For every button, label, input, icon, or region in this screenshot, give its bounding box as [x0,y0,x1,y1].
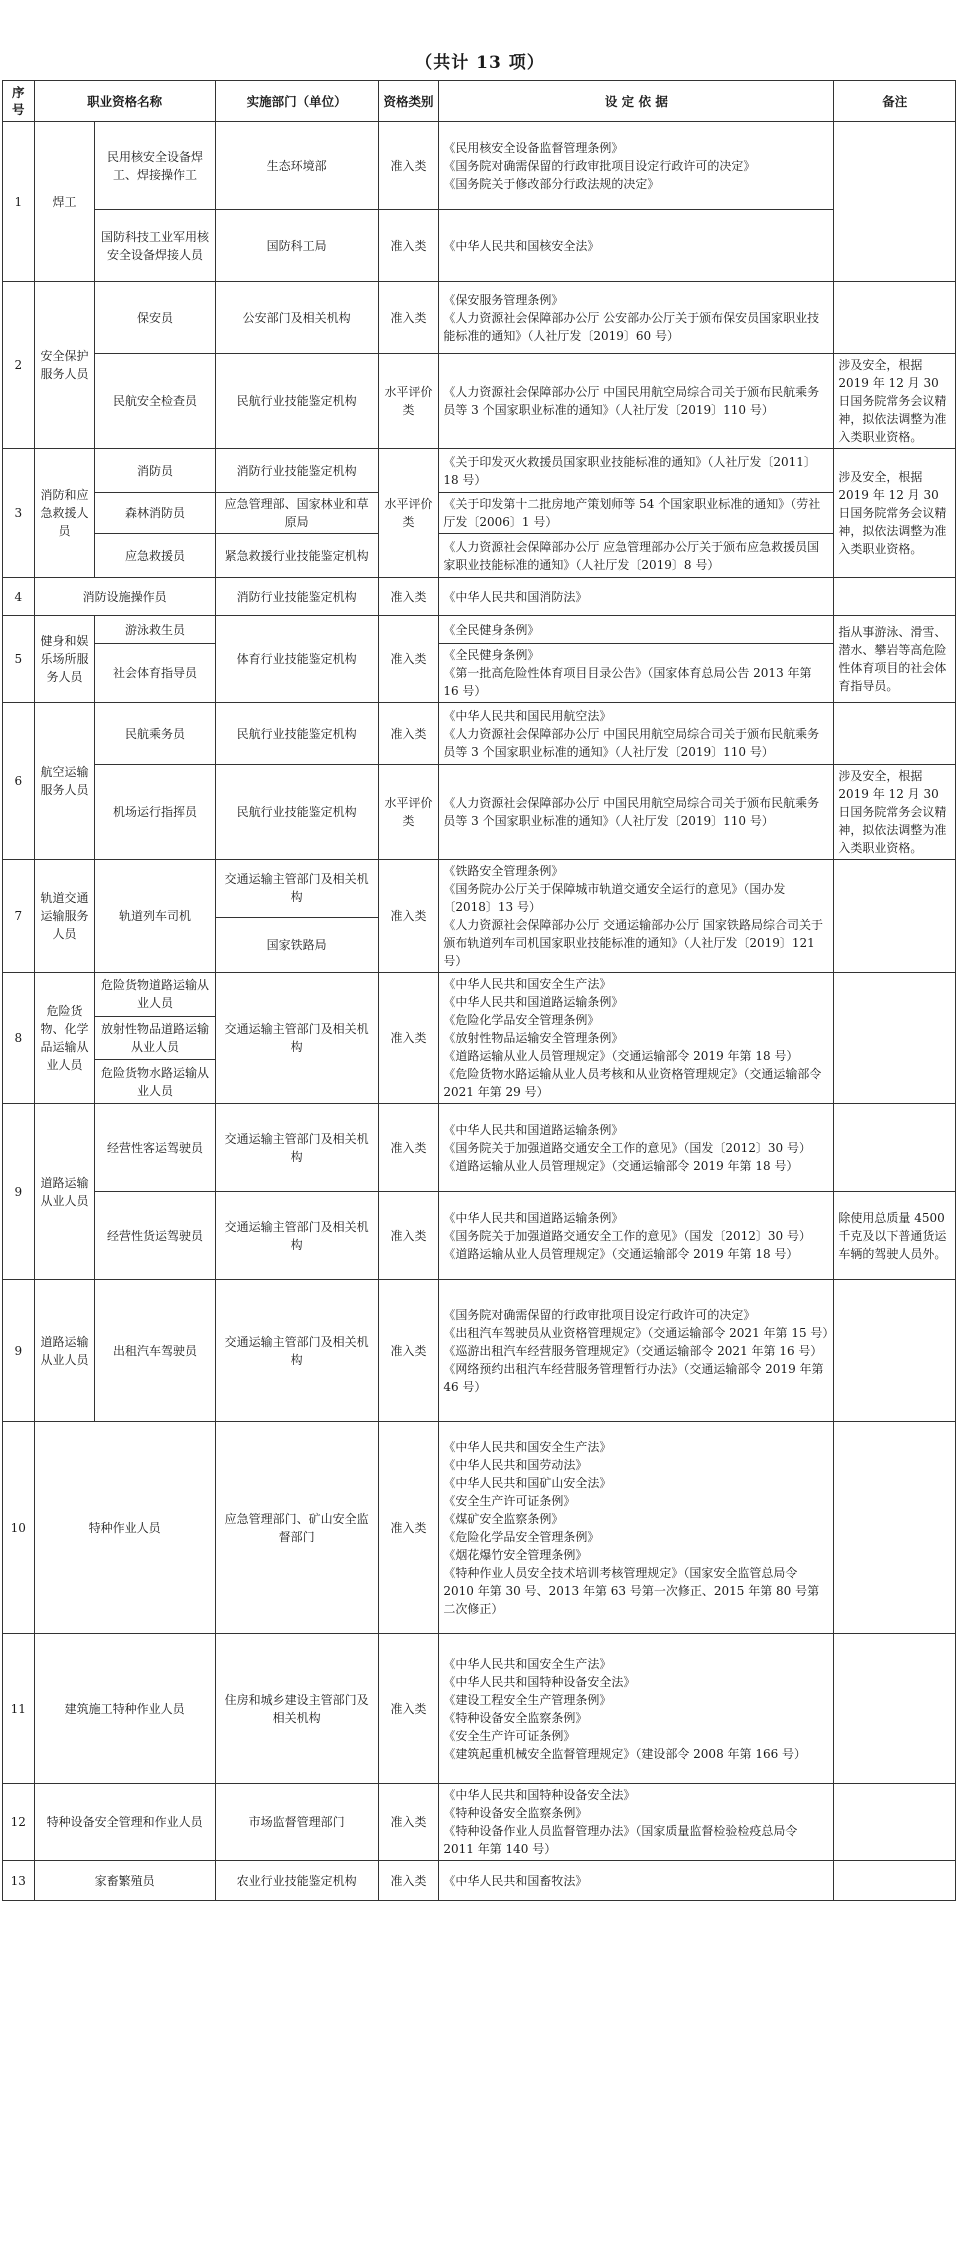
basis-line: 《煤矿安全监察条例》 [443,1511,564,1526]
basis-line: 《关于印发灭火救援员国家职业技能标准的通知》（人社厅发〔2011〕18 号） [443,454,816,487]
basis-line: 《国务院关于加强道路交通安全工作的意见》（国发〔2012〕30 号） [443,1228,811,1243]
basis-line: 《道路运输从业人员管理规定》（交通运输部令 2019 年第 18 号） [443,1246,799,1261]
group-cell: 焊工 [34,122,95,282]
type-cell: 准入类 [378,1861,439,1901]
basis-cell [439,1422,834,1634]
basis-line: 《中华人民共和国道路运输条例》 [443,995,624,1009]
sub-cell: 应急救援员 [95,534,215,578]
group-cell: 道路运输从业人员 [34,1104,95,1280]
basis-cell [439,973,834,1104]
dept-cell: 公安部门及相关机构 [215,282,378,354]
group-cell: 消防和应急救援人员 [34,449,95,578]
sub-cell: 经营性货运驾驶员 [95,1192,215,1280]
sub-cell: 出租汽车驾驶员 [95,1280,215,1422]
note-cell [834,1861,956,1901]
basis-line: 《人力资源社会保障部办公厅 应急管理部办公厅关于颁布应急救援员国家职业技能标准的通知》（人社厅发〔2019〕8 号） [443,539,820,572]
note-cell [834,122,956,282]
dept-cell: 生态环境部 [215,122,378,210]
note-cell: 涉及安全，根据 2019 年 12 月 30 日国务院常务会议精神，拟依法调整为准入类职业资格。 [834,765,956,860]
basis-line: 《人力资源社会保障部办公厅 中国民用航空局综合司关于颁布民航乘务员等 3 个国家职业标准的通知》（人社厅发〔2019〕110 号） [443,385,820,417]
note-cell [834,1422,956,1634]
table-row [3,1192,956,1280]
table-row [3,1861,956,1901]
group-cell: 危险货物、化学品运输从业人员 [34,973,95,1104]
sub-cell: 危险货物水路运输从业人员 [95,1060,215,1104]
basis-line: 《危险货物水路运输从业人员考核和从业资格管理规定》（交通运输部令 2021 年第 29 号） [443,1067,822,1099]
basis-line: 《中华人民共和国民用航空法》 [443,708,612,723]
dept-cell: 应急管理部门、矿山安全监督部门 [215,1422,378,1634]
seq-cell: 13 [3,1861,35,1901]
qualification-table [2,80,956,1901]
table-row [3,1784,956,1861]
note-cell: 涉及安全，根据 2019 年 12 月 30 日国务院常务会议精神，拟依法调整为准入类职业资格。 [834,354,956,449]
seq-cell: 5 [3,616,35,703]
dept-cell: 消防行业技能鉴定机构 [215,449,378,493]
sub-cell: 消防员 [95,449,215,493]
basis-line: 《中华人民共和国道路运输条例》 [443,1210,624,1225]
basis-line: 《网络预约出租汽车经营服务管理暂行办法》（交通运输部令 2019 年第 46 号） [443,1361,824,1394]
dept-cell: 交通运输主管部门及相关机构 [215,1192,378,1280]
seq-cell: 9 [3,1104,35,1280]
type-cell: 准入类 [378,860,439,973]
basis-line: 《特种设备作业人员监督管理办法》（国家质量监督检验检疫总局令 2011 年第 140 号） [443,1824,798,1856]
table-row [3,703,956,765]
basis-cell [439,282,834,354]
group-cell: 特种作业人员 [34,1422,215,1634]
seq-cell: 11 [3,1634,35,1784]
sub-cell: 危险货物道路运输从业人员 [95,973,215,1017]
sub-cell: 保安员 [95,282,215,354]
sub-cell: 民航乘务员 [95,703,215,765]
basis-line: 《巡游出租汽车经营服务管理规定》（交通运输部令 2021 年第 16 号） [443,1343,823,1358]
basis-line: 《出租汽车驾驶员从业资格管理规定》（交通运输部令 2021 年第 15 号） [443,1325,835,1340]
type-cell: 水平评价类 [378,449,439,578]
sub-cell: 轨道列车司机 [95,860,215,973]
seq-cell: 3 [3,449,35,578]
note-cell [834,1104,956,1192]
type-cell: 准入类 [378,616,439,703]
group-cell: 轨道交通运输服务人员 [34,860,95,973]
basis-line: 《中华人民共和国特种设备安全法》 [443,1674,636,1689]
basis-line: 《道路运输从业人员管理规定》（交通运输部令 2019 年第 18 号） [443,1049,799,1063]
type-cell: 准入类 [378,703,439,765]
type-cell: 水平评价类 [378,765,439,860]
sub-cell: 社会体育指导员 [95,644,215,703]
basis-cell [439,210,834,282]
note-cell [834,1784,956,1861]
type-cell: 准入类 [378,282,439,354]
basis-cell [439,1280,834,1422]
sub-cell: 经营性客运驾驶员 [95,1104,215,1192]
seq-cell: 9 [3,1280,35,1422]
type-cell: 准入类 [378,1784,439,1861]
group-cell: 安全保护服务人员 [34,282,95,449]
group-cell: 道路运输从业人员 [34,1280,95,1422]
basis-line: 《安全生产许可证条例》 [443,1493,576,1508]
table-row [3,534,956,578]
basis-cell [439,644,834,703]
type-cell: 准入类 [378,210,439,282]
group-cell: 健身和娱乐场所服务人员 [34,616,95,703]
dept-cell: 民航行业技能鉴定机构 [215,765,378,860]
basis-line: 《关于印发第十二批房地产策划师等 54 个国家职业标准的通知》（劳社厅发〔2006〕1 号） [443,497,821,529]
table-row [3,282,956,354]
table-row [3,1104,956,1192]
basis-cell [439,1784,834,1861]
note-cell [834,973,956,1104]
basis-line: 《特种作业人员安全技术培训考核管理规定》（国家安全监管总局令 2010 年第 30 号、2013 年第 63 号第一次修正、2015 年第 80 号第二次修正） [443,1565,820,1616]
basis-cell [439,354,834,449]
basis-line: 《中华人民共和国道路运输条例》 [443,1122,624,1137]
basis-line: 《保安服务管理条例》 [443,292,564,307]
group-cell: 家畜繁殖员 [34,1861,215,1901]
table-row [3,449,956,493]
note-cell [834,282,956,354]
seq-cell: 2 [3,282,35,449]
dept-cell: 民航行业技能鉴定机构 [215,703,378,765]
basis-line: 《特种设备安全监察条例》 [443,1710,588,1725]
dept-cell: 国防科工局 [215,210,378,282]
note-cell [834,1280,956,1422]
basis-line: 《国务院对确需保留的行政审批项目设定行政许可的决定》 [443,158,756,173]
note-cell [834,1634,956,1784]
dept-cell: 农业行业技能鉴定机构 [215,1861,378,1901]
basis-line: 《危险化学品安全管理条例》 [443,1529,600,1544]
basis-line: 《国务院关于修改部分行政法规的决定》 [443,176,660,191]
table-row [3,616,956,644]
basis-cell [439,1634,834,1784]
type-cell: 准入类 [378,122,439,210]
table-row [3,210,956,282]
basis-cell [439,578,834,616]
table-row [3,354,956,449]
dept-cell: 住房和城乡建设主管部门及相关机构 [215,1634,378,1784]
dept-cell: 市场监督管理部门 [215,1784,378,1861]
basis-cell [439,449,834,493]
basis-cell [439,122,834,210]
header-dept: 实施部门（单位） [215,81,378,122]
sub-cell: 民航安全检查员 [95,354,215,449]
table-header-row [3,81,956,122]
basis-line: 《建筑起重机械安全监督管理规定》（建设部令 2008 年第 166 号） [443,1746,807,1761]
group-cell: 建筑施工特种作业人员 [34,1634,215,1784]
note-cell: 除使用总质量 4500 千克及以下普通货运车辆的驾驶人员外。 [834,1192,956,1280]
basis-cell [439,616,834,644]
basis-line: 《人力资源社会保障部办公厅 中国民用航空局综合司关于颁布民航乘务员等 3 个国家职业标准的通知》（人社厅发〔2019〕110 号） [443,726,820,759]
table-row [3,644,956,703]
header-name: 职业资格名称 [34,81,215,122]
dept-cell: 交通运输主管部门及相关机构 [215,860,378,918]
basis-line: 《中华人民共和国核安全法》 [443,238,600,253]
group-cell: 特种设备安全管理和作业人员 [34,1784,215,1861]
basis-line: 《全民健身条例》 [443,648,540,662]
basis-line: 《危险化学品安全管理条例》 [443,1013,600,1027]
basis-line: 《建设工程安全生产管理条例》 [443,1692,612,1707]
seq-cell: 10 [3,1422,35,1634]
seq-cell: 7 [3,860,35,973]
basis-line: 《人力资源社会保障部办公厅 交通运输部办公厅 国家铁路局综合司关于颁布轨道列车司机国家职业技能标准的通知》（人社厅发〔2019〕121 号） [443,918,823,968]
dept-cell: 交通运输主管部门及相关机构 [215,973,378,1104]
note-cell [834,578,956,616]
seq-cell: 8 [3,973,35,1104]
dept-cell: 体育行业技能鉴定机构 [215,616,378,703]
basis-line: 《烟花爆竹安全管理条例》 [443,1547,588,1562]
table-row [3,122,956,210]
table-row [3,1280,956,1422]
basis-line: 《中华人民共和国特种设备安全法》 [443,1788,636,1802]
basis-line: 《中华人民共和国消防法》 [443,589,588,604]
table-row [3,860,956,918]
basis-line: 《人力资源社会保障部办公厅 中国民用航空局综合司关于颁布民航乘务员等 3 个国家职业标准的通知》（人社厅发〔2019〕110 号） [443,796,820,828]
type-cell: 水平评价类 [378,354,439,449]
basis-line: 《第一批高危险性体育项目目录公告》（国家体育总局公告 2013 年第 16 号） [443,666,812,698]
seq-cell: 6 [3,703,35,860]
type-cell: 准入类 [378,578,439,616]
basis-line: 《民用核安全设备监督管理条例》 [443,140,624,155]
basis-line: 《中华人民共和国安全生产法》 [443,1439,612,1454]
basis-line: 《全民健身条例》 [443,622,540,637]
basis-line: 《道路运输从业人员管理规定》（交通运输部令 2019 年第 18 号） [443,1158,799,1173]
note-cell [834,860,956,973]
header-note: 备注 [834,81,956,122]
table-row [3,973,956,1017]
basis-line: 《中华人民共和国安全生产法》 [443,1656,612,1671]
basis-line: 《国务院办公厅关于保障城市轨道交通安全运行的意见》（国办发〔2018〕13 号） [443,882,786,914]
sub-cell: 放射性物品道路运输从业人员 [95,1016,215,1060]
dept-cell: 消防行业技能鉴定机构 [215,578,378,616]
note-cell: 涉及安全，根据 2019 年 12 月 30 日国务院常务会议精神，拟依法调整为准入类职业资格。 [834,449,956,578]
note-cell: 指从事游泳、滑雪、潜水、攀岩等高危险性体育项目的社会体育指导员。 [834,616,956,703]
seq-cell: 1 [3,122,35,282]
dept-cell: 国家铁路局 [215,917,378,972]
sub-cell: 森林消防员 [95,493,215,534]
header-basis: 设 定 依 据 [439,81,834,122]
note-cell [834,703,956,765]
basis-line: 《国务院对确需保留的行政审批项目设定行政许可的决定》 [443,1307,756,1322]
basis-line: 《特种设备安全监察条例》 [443,1806,588,1820]
basis-line: 《中华人民共和国矿山安全法》 [443,1475,612,1490]
header-type: 资格类别 [378,81,439,122]
basis-line: 《铁路安全管理条例》 [443,864,564,878]
page-title: （共计 13 项） [415,53,545,73]
group-cell: 航空运输服务人员 [34,703,95,860]
sub-cell: 国防科技工业军用核安全设备焊接人员 [95,210,215,282]
basis-line: 《国务院关于加强道路交通安全工作的意见》（国发〔2012〕30 号） [443,1140,811,1155]
table-row [3,493,956,534]
group-cell: 消防设施操作员 [34,578,215,616]
basis-cell [439,765,834,860]
dept-cell: 民航行业技能鉴定机构 [215,354,378,449]
dept-cell: 交通运输主管部门及相关机构 [215,1280,378,1422]
header-seq: 序号 [3,81,35,122]
sub-cell: 游泳救生员 [95,616,215,644]
dept-cell: 紧急救援行业技能鉴定机构 [215,534,378,578]
basis-cell [439,1861,834,1901]
basis-cell [439,534,834,578]
type-cell: 准入类 [378,973,439,1104]
dept-cell: 应急管理部、国家林业和草原局 [215,493,378,534]
basis-line: 《放射性物品运输安全管理条例》 [443,1031,624,1045]
table-row [3,578,956,616]
basis-line: 《中华人民共和国劳动法》 [443,1457,588,1472]
table-row [3,1422,956,1634]
basis-line: 《中华人民共和国畜牧法》 [443,1873,588,1888]
basis-line: 《中华人民共和国安全生产法》 [443,977,612,991]
type-cell: 准入类 [378,1422,439,1634]
type-cell: 准入类 [378,1280,439,1422]
basis-cell [439,1104,834,1192]
basis-cell [439,1192,834,1280]
seq-cell: 4 [3,578,35,616]
dept-cell: 交通运输主管部门及相关机构 [215,1104,378,1192]
sub-cell: 民用核安全设备焊工、焊接操作工 [95,122,215,210]
basis-cell [439,703,834,765]
type-cell: 准入类 [378,1104,439,1192]
table-row [3,1634,956,1784]
type-cell: 准入类 [378,1192,439,1280]
table-row [3,765,956,860]
basis-line: 《人力资源社会保障部办公厅 公安部办公厅关于颁布保安员国家职业技能标准的通知》（人社厅发〔2019〕60 号） [443,310,820,343]
basis-line: 《安全生产许可证条例》 [443,1728,576,1743]
basis-cell [439,493,834,534]
seq-cell: 12 [3,1784,35,1861]
basis-cell [439,860,834,973]
type-cell: 准入类 [378,1634,439,1784]
sub-cell: 机场运行指挥员 [95,765,215,860]
